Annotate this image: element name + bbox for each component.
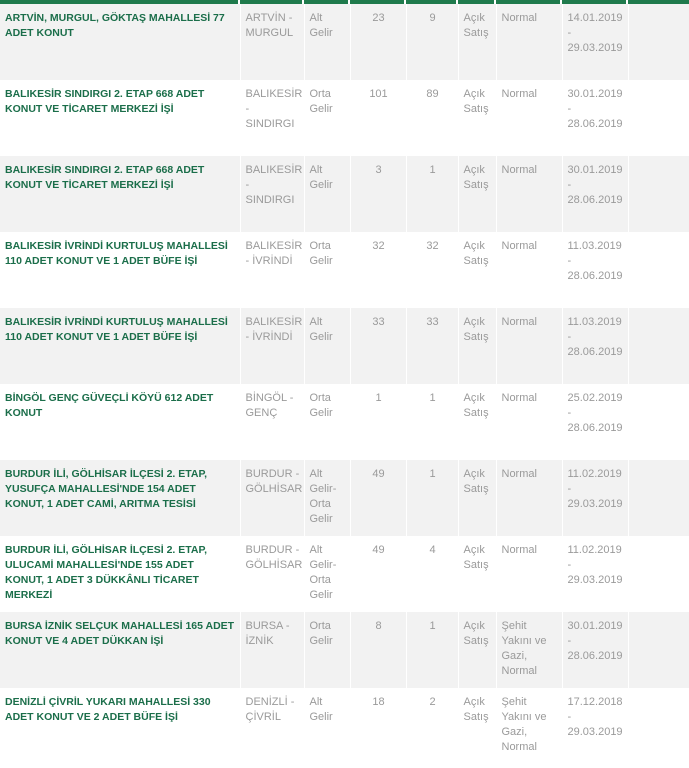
date-range-cell: 30.01.2019 - 28.06.2019 bbox=[562, 612, 628, 688]
income-group-cell: Orta Gelir bbox=[304, 612, 350, 688]
remaining-units-cell: 1 bbox=[406, 156, 458, 232]
location-cell: BURDUR - GÖLHİSAR bbox=[240, 536, 304, 612]
total-units-cell: 1 bbox=[350, 384, 406, 460]
date-range-cell: 17.12.2018 - 29.03.2019 bbox=[562, 688, 628, 764]
income-group-cell: Orta Gelir bbox=[304, 384, 350, 460]
remaining-units-cell: 4 bbox=[406, 536, 458, 612]
project-name-link[interactable]: BURSA İZNİK SELÇUK MAHALLESİ 165 ADET KONUT VE 4 ADET DÜKKAN İŞİ bbox=[0, 612, 240, 688]
income-group-cell: Alt Gelir bbox=[304, 4, 350, 80]
project-name-link[interactable]: BALIKESİR SINDIRGI 2. ETAP 668 ADET KONUT VE TİCARET MERKEZİ İŞİ bbox=[0, 80, 240, 156]
empty-cell bbox=[628, 688, 689, 764]
date-range-cell: 11.02.2019 - 29.03.2019 bbox=[562, 536, 628, 612]
date-range-cell: 25.02.2019 - 28.06.2019 bbox=[562, 384, 628, 460]
table-row[interactable] bbox=[0, 688, 689, 764]
date-range-cell: 30.01.2019 - 28.06.2019 bbox=[562, 156, 628, 232]
income-group-cell: Orta Gelir bbox=[304, 80, 350, 156]
total-units-cell: 49 bbox=[350, 460, 406, 536]
total-units-cell: 33 bbox=[350, 308, 406, 384]
remaining-units-cell: 2 bbox=[406, 688, 458, 764]
empty-cell bbox=[628, 536, 689, 612]
remaining-units-cell: 1 bbox=[406, 384, 458, 460]
remaining-units-cell: 33 bbox=[406, 308, 458, 384]
date-range-cell: 11.03.2019 - 28.06.2019 bbox=[562, 308, 628, 384]
category-cell: Normal bbox=[496, 308, 562, 384]
date-range-cell: 14.01.2019 - 29.03.2019 bbox=[562, 4, 628, 80]
sale-type-cell: Açık Satış bbox=[458, 536, 496, 612]
table-row[interactable] bbox=[0, 536, 689, 612]
table-header-bar bbox=[0, 0, 689, 4]
income-group-cell: Orta Gelir bbox=[304, 232, 350, 308]
header-segment bbox=[406, 0, 456, 4]
project-name-link[interactable]: DENİZLİ ÇİVRİL YUKARI MAHALLESİ 330 ADET KONUT VE 2 ADET BÜFE İŞİ bbox=[0, 688, 240, 764]
table-row[interactable] bbox=[0, 232, 689, 308]
header-segment bbox=[240, 0, 302, 4]
header-segment bbox=[458, 0, 494, 4]
category-cell: Normal bbox=[496, 536, 562, 612]
category-cell: Şehit Yakını ve Gazi, Normal bbox=[496, 688, 562, 764]
total-units-cell: 18 bbox=[350, 688, 406, 764]
project-name-link[interactable]: BALIKESİR İVRİNDİ KURTULUŞ MAHALLESİ 110 ADET KONUT VE 1 ADET BÜFE İŞİ bbox=[0, 232, 240, 308]
total-units-cell: 8 bbox=[350, 612, 406, 688]
header-segment bbox=[562, 0, 626, 4]
project-name-link[interactable]: BALIKESİR İVRİNDİ KURTULUŞ MAHALLESİ 110 ADET KONUT VE 1 ADET BÜFE İŞİ bbox=[0, 308, 240, 384]
table-row[interactable] bbox=[0, 612, 689, 688]
sale-type-cell: Açık Satış bbox=[458, 688, 496, 764]
income-group-cell: Alt Gelir bbox=[304, 308, 350, 384]
total-units-cell: 32 bbox=[350, 232, 406, 308]
category-cell: Normal bbox=[496, 232, 562, 308]
housing-sales-table bbox=[0, 4, 689, 764]
remaining-units-cell: 1 bbox=[406, 460, 458, 536]
sale-type-cell: Açık Satış bbox=[458, 156, 496, 232]
project-name-link[interactable]: BURDUR İLİ, GÖLHİSAR İLÇESİ 2. ETAP, ULUCAMİ MAHALLESİ'NDE 155 ADET KONUT, 1 ADET 3 DÜKKÂNLI TİCARET MERKEZİ bbox=[0, 536, 240, 612]
header-segment bbox=[350, 0, 404, 4]
empty-cell bbox=[628, 384, 689, 460]
total-units-cell: 49 bbox=[350, 536, 406, 612]
location-cell: DENİZLİ - ÇİVRİL bbox=[240, 688, 304, 764]
location-cell: BALIKESİR - İVRİNDİ bbox=[240, 232, 304, 308]
sale-type-cell: Açık Satış bbox=[458, 460, 496, 536]
total-units-cell: 101 bbox=[350, 80, 406, 156]
table-row[interactable] bbox=[0, 308, 689, 384]
project-name-link[interactable]: ARTVİN, MURGUL, GÖKTAŞ MAHALLESİ 77 ADET KONUT bbox=[0, 4, 240, 80]
category-cell: Normal bbox=[496, 384, 562, 460]
total-units-cell: 23 bbox=[350, 4, 406, 80]
empty-cell bbox=[628, 4, 689, 80]
income-group-cell: Alt Gelir-Orta Gelir bbox=[304, 460, 350, 536]
location-cell: BALIKESİR - SINDIRGI bbox=[240, 156, 304, 232]
table-row[interactable] bbox=[0, 4, 689, 80]
empty-cell bbox=[628, 232, 689, 308]
date-range-cell: 30.01.2019 - 28.06.2019 bbox=[562, 80, 628, 156]
category-cell: Normal bbox=[496, 460, 562, 536]
category-cell: Normal bbox=[496, 4, 562, 80]
date-range-cell: 11.02.2019 - 29.03.2019 bbox=[562, 460, 628, 536]
remaining-units-cell: 32 bbox=[406, 232, 458, 308]
category-cell: Normal bbox=[496, 156, 562, 232]
location-cell: BURDUR - GÖLHİSAR bbox=[240, 460, 304, 536]
project-name-link[interactable]: BİNGÖL GENÇ GÜVEÇLİ KÖYÜ 612 ADET KONUT bbox=[0, 384, 240, 460]
category-cell: Şehit Yakını ve Gazi, Normal bbox=[496, 612, 562, 688]
table-row[interactable] bbox=[0, 384, 689, 460]
empty-cell bbox=[628, 460, 689, 536]
sale-type-cell: Açık Satış bbox=[458, 308, 496, 384]
table-row[interactable] bbox=[0, 80, 689, 156]
header-segment bbox=[628, 0, 689, 4]
location-cell: BALIKESİR - İVRİNDİ bbox=[240, 308, 304, 384]
total-units-cell: 3 bbox=[350, 156, 406, 232]
location-cell: BİNGÖL - GENÇ bbox=[240, 384, 304, 460]
location-cell: BURSA - İZNİK bbox=[240, 612, 304, 688]
empty-cell bbox=[628, 156, 689, 232]
project-name-link[interactable]: BALIKESİR SINDIRGI 2. ETAP 668 ADET KONUT VE TİCARET MERKEZİ İŞİ bbox=[0, 156, 240, 232]
income-group-cell: Alt Gelir-Orta Gelir bbox=[304, 536, 350, 612]
header-segment bbox=[496, 0, 560, 4]
header-segment bbox=[304, 0, 348, 4]
remaining-units-cell: 1 bbox=[406, 612, 458, 688]
sale-type-cell: Açık Satış bbox=[458, 612, 496, 688]
sale-type-cell: Açık Satış bbox=[458, 232, 496, 308]
header-segment bbox=[0, 0, 238, 4]
table-row[interactable] bbox=[0, 460, 689, 536]
remaining-units-cell: 89 bbox=[406, 80, 458, 156]
empty-cell bbox=[628, 80, 689, 156]
location-cell: BALIKESİR - SINDIRGI bbox=[240, 80, 304, 156]
table-row[interactable] bbox=[0, 156, 689, 232]
empty-cell bbox=[628, 612, 689, 688]
remaining-units-cell: 9 bbox=[406, 4, 458, 80]
sale-type-cell: Açık Satış bbox=[458, 4, 496, 80]
project-name-link[interactable]: BURDUR İLİ, GÖLHİSAR İLÇESİ 2. ETAP, YUSUFÇA MAHALLESİ'NDE 154 ADET KONUT, 1 ADET CAMİ, ARITMA TESİSİ bbox=[0, 460, 240, 536]
location-cell: ARTVİN - MURGUL bbox=[240, 4, 304, 80]
date-range-cell: 11.03.2019 - 28.06.2019 bbox=[562, 232, 628, 308]
sale-type-cell: Açık Satış bbox=[458, 80, 496, 156]
category-cell: Normal bbox=[496, 80, 562, 156]
empty-cell bbox=[628, 308, 689, 384]
income-group-cell: Alt Gelir bbox=[304, 688, 350, 764]
sale-type-cell: Açık Satış bbox=[458, 384, 496, 460]
income-group-cell: Alt Gelir bbox=[304, 156, 350, 232]
